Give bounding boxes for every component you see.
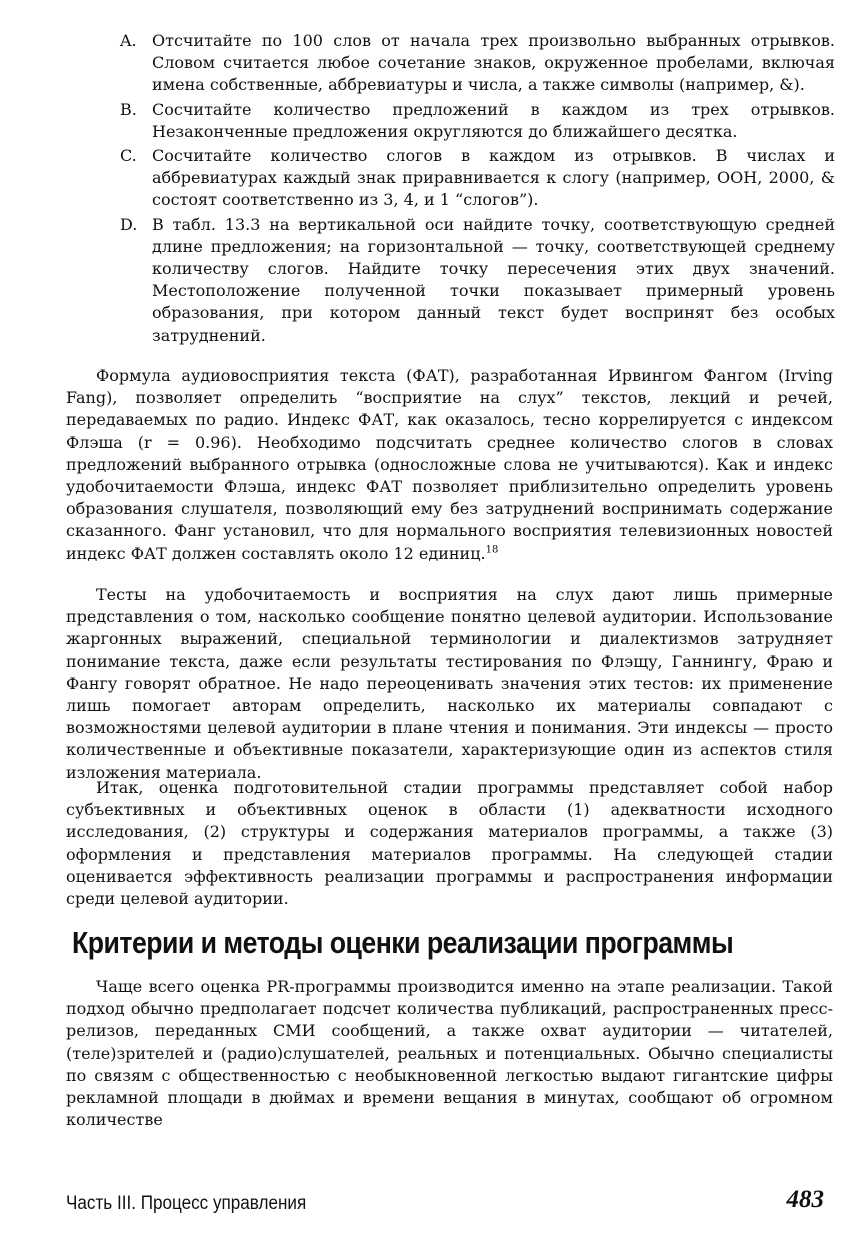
list-item — [120, 30, 835, 97]
step-text: Сосчитайте количество предложений в каждом из трех отрывков. Незаконченные предложения округляются до ближайшего десятка. — [152, 99, 835, 141]
section-heading: Критерии и методы оценки реализации программы — [72, 925, 734, 960]
paragraph-text: Формула аудиовосприятия текста (ФАТ), разработанная Ирвингом Фангом (Irving Fang), позволяет определить “восприятие на слух” текстов, лекций и речей, передаваемых по радио. Индекс ФАТ, как оказалось, тесно коррелируется с индексом Флэша (r = 0.96). Необходимо подсчитать среднее количество слогов в словах предложений выбранного отрывка (односложные слова не учитываются). Как и индекс удобочитаемости Флэша, индекс ФАТ позволяет приблизительно определить уровень образования слушателя, позволяющий ему без затруднений воспринимать содержание сказанного. Фанг установил, что для нормального восприятия телевизионных новостей индекс ФАТ должен составлять около 12 единиц. — [66, 366, 833, 563]
footnote-marker: 18 — [485, 544, 499, 556]
page-number: 483 — [786, 1186, 824, 1213]
step-text: В табл. 13.3 на вертикальной оси найдите точку, соответствующую средней длине предложения; на горизонтальной — точку, соответствующей среднему количеству слогов. Найдите точку пересечения этих двух значений. Местоположение полученной точки показывает примерный уровень образования, при котором данный текст будет воспринят без особых затруднений. — [152, 214, 835, 345]
paragraph-implementation: Чаще всего оценка PR-программы производится именно на этапе реализации. Такой подход обычно предполагает подсчет количества публикаций, распространенных пресс-релизов, переданных СМИ сообщений, а также охват аудитории — читателей, (теле)зрителей и (радио)слушателей, реальных и потенциальных. Обычно специалисты по связям с общественностью с необыкновенной легкостью выдают гигантские цифры рекламной площади в дюймах и времени вещания в минутах, сообщают об огромном количестве — [66, 977, 833, 1130]
step-text: Отсчитайте по 100 слов от начала трех произвольно выбранных отрывков. Словом считается любое сочетание знаков, окруженное пробелами, включая имена собственные, аббревиатуры и числа, а также символы (например, &). — [152, 31, 835, 95]
list-item — [120, 145, 835, 212]
step-label: C. — [120, 146, 137, 166]
steps-list — [120, 30, 835, 349]
step-label: D. — [120, 214, 138, 234]
paragraph-fat-formula — [66, 365, 833, 565]
paragraph-tests-limits: Тесты на удобочитаемость и восприятия на слух дают лишь примерные представления о том, насколько сообщение понятно целевой аудитории. Использование жаргонных выражений, специальной терминологии и диалектизмов затрудняет понимание текста, даже если результаты тестирования по Флэщу, Ганнингу, Фраю и Фангу говорят обратное. Не надо переоценивать значения этих тестов: их применение лишь помогает авторам определить, насколько их материалы совпадают с возможностями целевой аудитории в плане чтения и понимания. Эти индексы — просто количественные и объективные показатели, характеризующие один из аспектов стиля изложения материала. — [66, 585, 833, 782]
running-footer-title: Часть III. Процесс управления — [66, 1193, 307, 1214]
list-item — [120, 99, 835, 143]
paragraph-summary: Итак, оценка подготовительной стадии программы представляет собой набор субъективных и объективных оценок в области (1) адекватности исходного исследования, (2) структуры и содержания материалов программы, а также (3) оформления и представления материалов программы. На следующей стадии оценивается эффективность реализации программы и распространения информации среди целевой аудитории. — [66, 778, 833, 909]
step-text: Сосчитайте количество слогов в каждом из отрывков. В числах и аббревиатурах каждый знак приравнивается к слогу (например, ООН, 2000, & состоят соответственно из 3, 4, и 1 “слогов”). — [152, 146, 835, 210]
step-label: A. — [120, 31, 137, 50]
list-item — [120, 214, 835, 347]
step-label: B. — [120, 99, 137, 119]
